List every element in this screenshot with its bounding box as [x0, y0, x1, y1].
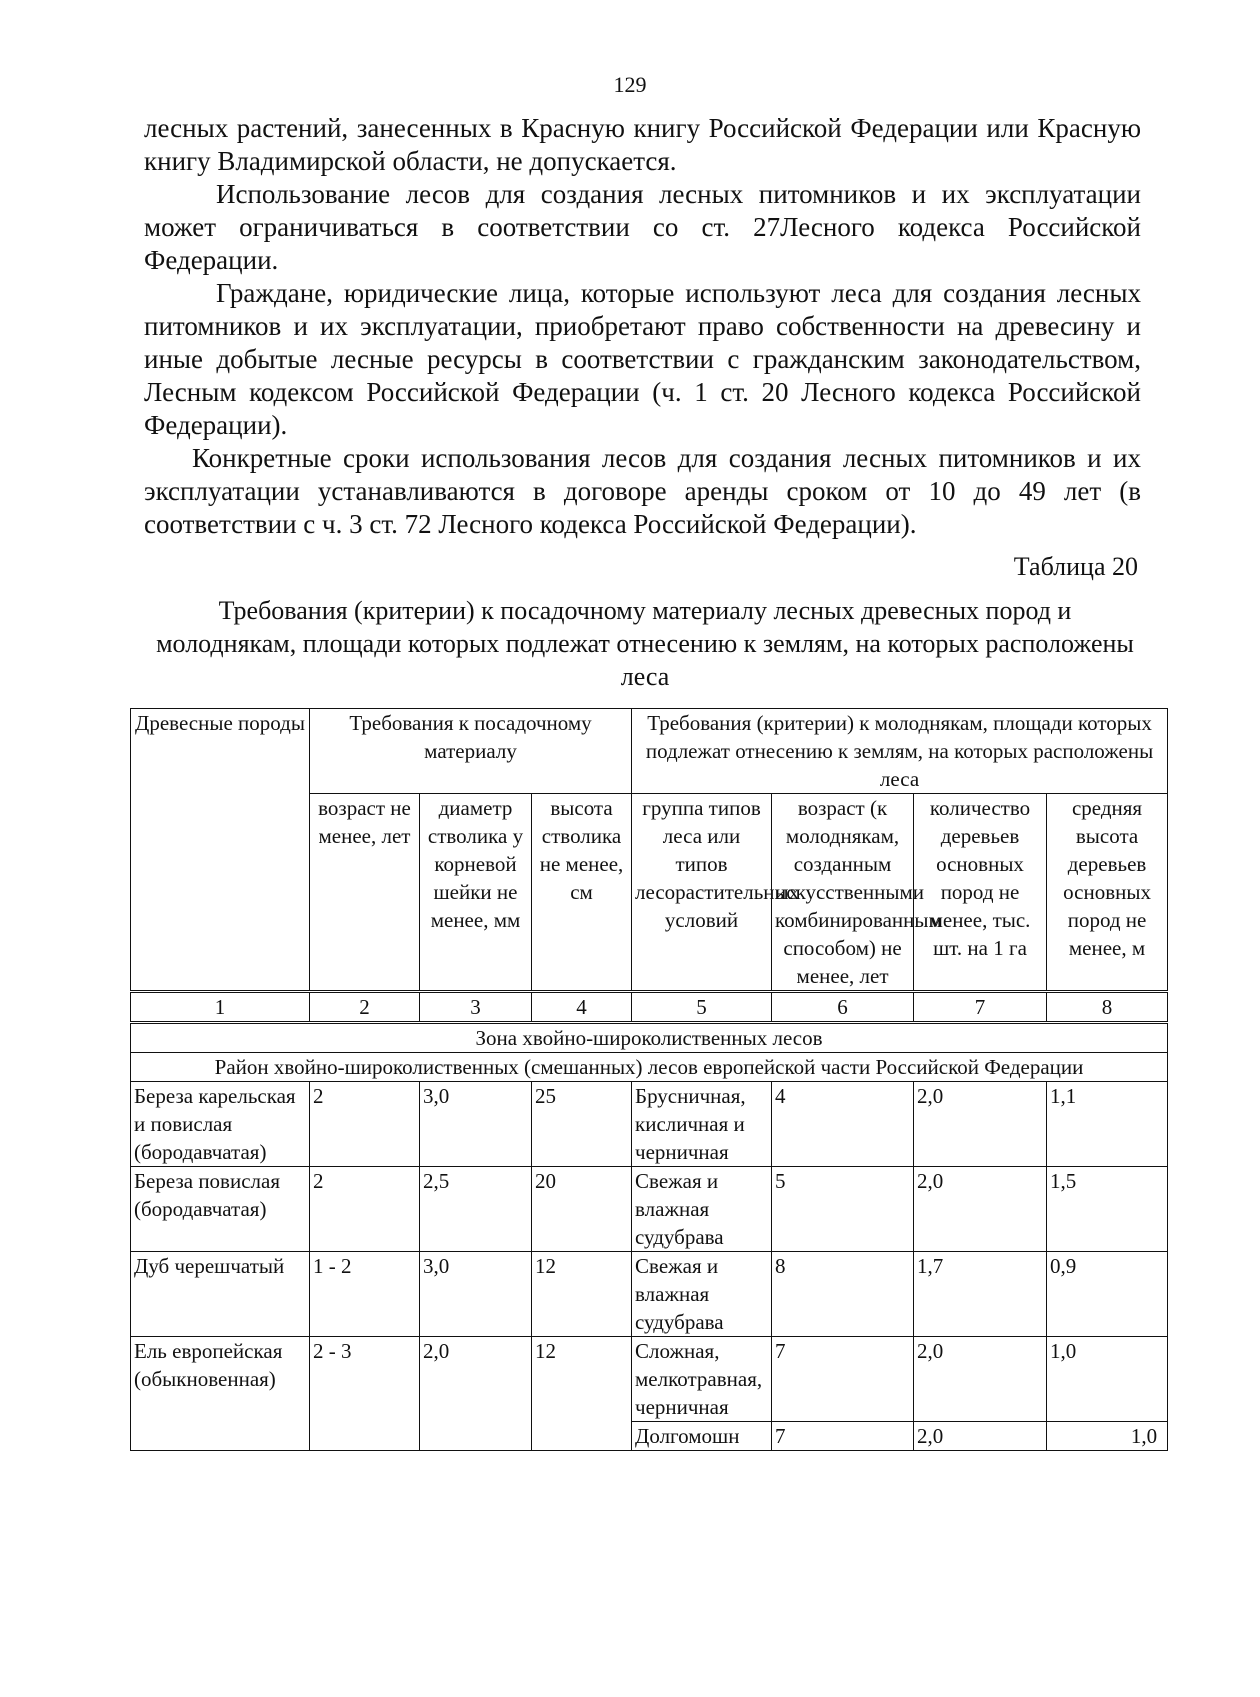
column-number: 8 [1047, 992, 1168, 1023]
avg-height-cell: 0,9 [1047, 1252, 1168, 1337]
forest-type-cell: Свежая и влажная судубрава [632, 1252, 772, 1337]
height-cell: 25 [532, 1082, 632, 1167]
young-age-cell: 5 [772, 1167, 914, 1252]
header-diameter: диаметр стволика у корневой шейки не менее, мм [420, 794, 532, 992]
header-young-age: возраст (к молоднякам, созданным искусственными комбинированным способом) не менее, лет [772, 794, 914, 992]
diameter-cell: 2,5 [420, 1167, 532, 1252]
species-cell: Дуб черешчатый [131, 1252, 310, 1337]
page-number: 129 [613, 72, 647, 97]
table-row [131, 1167, 1168, 1252]
young-age-cell: 4 [772, 1082, 914, 1167]
header-age: возраст не менее, лет [310, 794, 420, 992]
paragraph: лесных растений, занесенных в Красную книгу Российской Федерации или Красную книгу Владимирской области, не допускается. [144, 113, 1141, 176]
species-cell: Береза карельская и повислая (бородавчатая) [131, 1082, 310, 1167]
header-height: высота стволика не менее, см [532, 794, 632, 992]
column-number: 5 [632, 992, 772, 1023]
avg-height-cell: 1,5 [1047, 1167, 1168, 1252]
table-label: Таблица 20 [1013, 552, 1138, 581]
column-number-row [131, 992, 1168, 1023]
column-number: 7 [914, 992, 1047, 1023]
diameter-cell: 3,0 [420, 1082, 532, 1167]
forest-type-cell: Долгомошн [632, 1422, 772, 1451]
avg-height-cell: 1,0 [1047, 1337, 1168, 1422]
header-avg-height: средняя высота деревьев основных пород не менее, м [1047, 794, 1168, 992]
region-heading: Район хвойно-широколиственных (смешанных) лесов европейской части Российской Федерации [131, 1053, 1168, 1082]
age-cell: 1 - 2 [310, 1252, 420, 1337]
table-title: Требования (критерии) к посадочному материалу лесных древесных пород и молоднякам, площади которых подлежат отнесению к землям, на которых расположены леса [156, 596, 1134, 691]
tree-count-cell: 1,7 [914, 1252, 1047, 1337]
tree-count-cell: 2,0 [914, 1422, 1047, 1451]
species-cell: Береза повислая (бородавчатая) [131, 1167, 310, 1252]
avg-height-cell: 1,1 [1047, 1082, 1168, 1167]
header-forest-type: группа типов леса или типов лесорастительных условий [632, 794, 772, 992]
height-cell: 12 [532, 1252, 632, 1337]
forest-type-cell: Свежая и влажная судубрава [632, 1167, 772, 1252]
avg-height-cell: 1,0 [1047, 1422, 1168, 1451]
column-number: 6 [772, 992, 914, 1023]
tree-count-cell: 2,0 [914, 1167, 1047, 1252]
tree-count-cell: 2,0 [914, 1082, 1047, 1167]
height-cell: 20 [532, 1167, 632, 1252]
tree-count-cell: 2,0 [914, 1337, 1047, 1422]
header-young-stands: Требования (критерии) к молоднякам, площади которых подлежат отнесению к землям, на которых расположены леса [632, 709, 1168, 794]
column-number: 2 [310, 992, 420, 1023]
header-tree-count: количество деревьев основных пород не менее, тыс. шт. на 1 га [914, 794, 1047, 992]
paragraph: Использование лесов для создания лесных питомников и их эксплуатации может ограничиваться в соответствии со ст. 27Лесного кодекса Российской Федерации. [144, 179, 1141, 275]
age-cell: 2 [310, 1167, 420, 1252]
table-row [131, 1082, 1168, 1167]
column-number: 4 [532, 992, 632, 1023]
column-number: 1 [131, 992, 310, 1023]
header-planting-material: Требования к посадочному материалу [310, 709, 632, 794]
forest-type-cell: Брусничная, кисличная и черничная [632, 1082, 772, 1167]
young-age-cell: 8 [772, 1252, 914, 1337]
table-row [131, 1337, 1168, 1422]
requirements-table [130, 708, 1168, 1451]
diameter-cell: 3,0 [420, 1252, 532, 1337]
forest-type-cell: Сложная, мелкотравная, черничная [632, 1337, 772, 1422]
zone-row [131, 1023, 1168, 1053]
height-cell: 12 [532, 1337, 632, 1451]
young-age-cell: 7 [772, 1337, 914, 1422]
age-cell: 2 - 3 [310, 1337, 420, 1451]
paragraph: Граждане, юридические лица, которые используют леса для создания лесных питомников и их эксплуатации, приобретают право собственности на древесину и иные добытые лесные ресурсы в соответствии с гражданским законодательством, Лесным кодексом Российской Федерации (ч. 1 ст. 20 Лесного кодекса Российской Федерации). [144, 278, 1141, 440]
young-age-cell: 7 [772, 1422, 914, 1451]
header-species: Древесные породы [131, 709, 310, 992]
region-row [131, 1053, 1168, 1082]
diameter-cell: 2,0 [420, 1337, 532, 1451]
age-cell: 2 [310, 1082, 420, 1167]
paragraph: Конкретные сроки использования лесов для создания лесных питомников и их эксплуатации устанавливаются в договоре аренды сроком от 10 до 49 лет (в соответствии с ч. 3 ст. 72 Лесного кодекса Российской Федерации). [144, 443, 1141, 539]
column-number: 3 [420, 992, 532, 1023]
species-cell: Ель европейская (обыкновенная) [131, 1337, 310, 1451]
body-text [144, 112, 1141, 541]
table-row [131, 1252, 1168, 1337]
header-row [131, 709, 1168, 794]
zone-heading: Зона хвойно-широколиственных лесов [131, 1023, 1168, 1053]
